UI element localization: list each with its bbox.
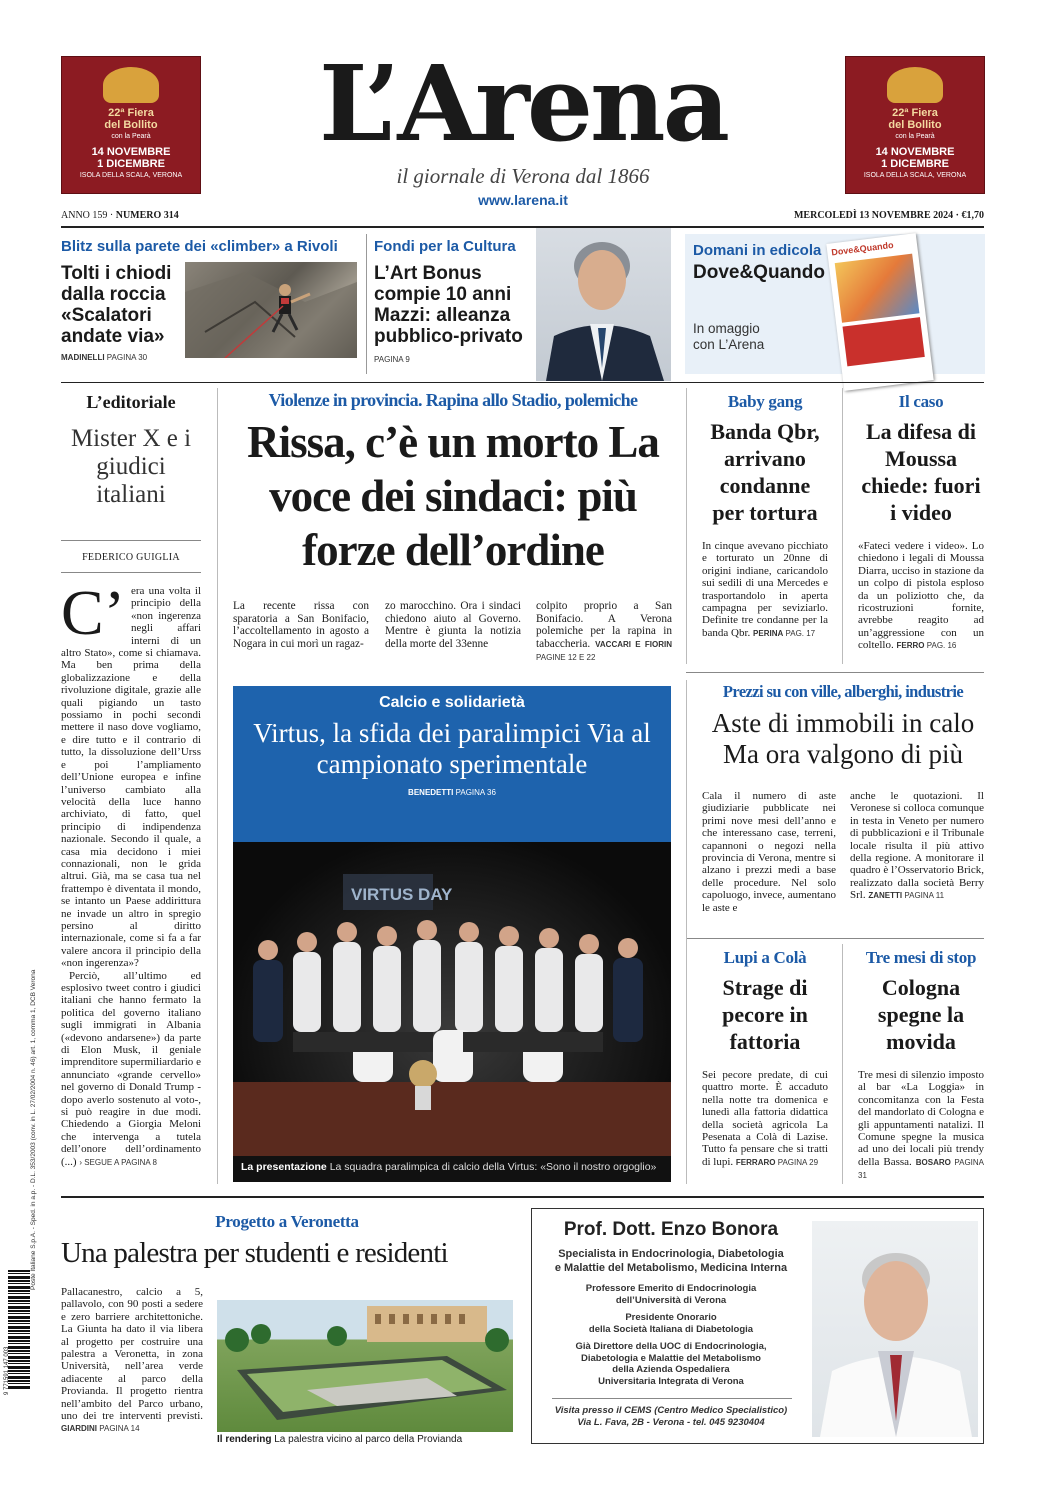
lead-col2: zo marocchino. Ora i sindaci chiedono aiuto al Governo. Mentre è giunta la notizia della morte del 33enne <box>385 600 521 650</box>
editorial-title: Mister X e i giudici italiani <box>70 425 192 508</box>
ad-place: ISOLA DELLA SCALA, VERONA <box>79 172 183 179</box>
ad-place: ISOLA DELLA SCALA, VERONA <box>863 172 967 179</box>
headline: Rissa, c’è un morto La voce dei sindaci: più forze dell’ordine <box>247 417 659 575</box>
ad-dates-line1: 14 NOVEMBRE <box>875 146 955 158</box>
postal-sideline: Poste Italiane S.p.A. - Sped. in a.p. - D.L. 353/2003 (conv. in L. 27/02/2004 n. 46) art. 1, comma 1, DCB Verona <box>30 969 37 1290</box>
palestra-text: Pallacanestro, calcio a 5, pallavolo, con 90 posti a sedere e zero barriere architettoniche. La Giunta ha dato il via libera al progetto per costruire una palestra a Veronetta, in zona Università, nell’area verde adiacente al parco della Provianda. Il progetto rientra nell’ambito del Parco urbano, uno dei tre interventi previsti. GIARDINI PAGINA 14 <box>61 1286 203 1434</box>
headline: Banda Qbr, arrivano condanne per tortura <box>710 419 820 525</box>
editorial-text: era una volta il principio della «non ingerenza negli affari interni di un altro Stato», come si chiamava. Ma ben prima della globalizzazione e della rivoluzione digitale, grazie alle quali pigiando un tasto possiamo in pochi secondi mettere il naso dove vogliamo, e dire tutto e il contrario di tutto, la dissoluzione dell’Urss e poi l’ampliamento dell’Unione europea e infine l’universo cambiato alla velocità della luce hanno archiviato, di fatto, quel principio di indipendenza nazionale. Secondo il quale, a casa mia decidono i miei connazionali, non le grida altrui. Già, ma se casa tua nel frattempo è diventata il mondo, se intanto un Paese addirittura ne invade un altro in spregio persino al diritto internazionale, come si fa a far valere ancora il principio della «non ingerenza»? <box>61 585 201 970</box>
author: VACCARI E FIORIN <box>595 639 672 649</box>
text: Tre mesi di silenzio imposto al bar «La Loggia» in concomitanza con la Festa del mandorlato di Cologna e gli appuntamenti natalizi. Il Comune spegne la musica ad uno dei locali più trendy della Bassa. BOSARO PAGINA 31 <box>858 1069 984 1181</box>
headline: La difesa di Moussa chiede: fuori i video <box>861 419 981 525</box>
promo-title: Dove&Quando <box>693 262 825 283</box>
page-ref: PAGINA 30 <box>106 353 148 362</box>
dropcap: C’ <box>61 577 125 648</box>
kicker: Prezzi su con ville, alberghi, industrie <box>722 682 964 701</box>
numero: NUMERO 314 <box>115 210 179 221</box>
promo-dove-quando[interactable] <box>685 234 985 374</box>
kicker: Baby gang <box>727 392 803 411</box>
credit: BENEDETTI PAGINA 36 <box>408 788 496 797</box>
barcode-number: 9 771591 147 003 <box>4 1346 10 1395</box>
story-cologna[interactable] <box>858 948 984 1183</box>
page-ref: PAGINA 9 <box>374 355 410 364</box>
mazzi-portrait <box>536 228 671 381</box>
continue-ref[interactable]: › SEGUE A PAGINA 8 <box>79 1157 157 1167</box>
headline: Strage di pecore in fattoria <box>722 975 808 1054</box>
ad-dates-line2: 1 DICEMBRE <box>881 158 949 170</box>
page-ref: PAGINE 12 E 22 <box>536 653 596 663</box>
story-immobili[interactable] <box>702 682 984 770</box>
promo-text <box>693 321 764 353</box>
editorial-body <box>61 577 201 1169</box>
doctor-name: Prof. Dott. Enzo Bonora <box>563 1219 779 1240</box>
immobili-col1: Cala il numero di aste giudiziarie pubblicate nei primi nove mesi dell’anno e che interessano case, terreni, capannoni o negozi nella provincia di Verona, mentre si alzano i prezzi medi a base delle procedure. Nel solo capoluogo, invece, aumentano le aste e <box>702 790 836 914</box>
doctor-portrait <box>812 1221 978 1437</box>
lead-col1: La recente rissa con sparatoria a San Bonifacio, l’accoltellamento in agosto a Nogara in cui morì un ragaz- <box>233 600 369 650</box>
ad-title-line1: del Bollito <box>888 119 942 131</box>
promo-text-line2: con L’Arena <box>693 337 765 352</box>
ad-doctor[interactable] <box>531 1208 984 1444</box>
kicker: Blitz sulla parete dei «climber» a Rivoli <box>61 238 338 255</box>
website-link[interactable]: www.larena.it <box>478 192 568 208</box>
kicker: Il caso <box>898 392 944 411</box>
kicker: Lupi a Colà <box>723 948 807 967</box>
palestra-caption: Il rendering La palestra vicino al parco della Provianda <box>217 1434 463 1445</box>
story-babygang[interactable] <box>702 392 828 640</box>
virtus-caption: La presentazione La squadra paralimpica di calcio della Virtus: «Sono il nostro orgoglio» <box>233 1156 671 1182</box>
tagline: il giornale di Verona dal 1866 <box>396 164 650 188</box>
kicker: Progetto a Veronetta <box>215 1212 359 1231</box>
newspaper-logo[interactable]: L’Arena <box>318 42 728 165</box>
anno: ANNO 159 <box>61 210 108 221</box>
kicker: Calcio e solidarietà <box>379 694 525 711</box>
immobili-col2: anche le quotazioni. Il Veronese si colloca comunque in testa in Veneto per numero di pubblicazioni e il Tribunale locale risulta il più attivo della regione. A monitorare il quadro è l’Osservatorio Brick, realizzato dalla società Berry Srl. ZANETTI PAGINA 11 <box>850 790 984 902</box>
doctor-specialties: Specialista in Endocrinologia, Diabetologia e Malattie del Metabolismo, Medicina Interna <box>554 1248 788 1274</box>
headline: Una palestra per studenti e residenti <box>61 1237 448 1269</box>
text: «Fateci vedere i video». Lo chiedono i legali di Moussa Diarra, ucciso in stazione da un colpo di pistola esploso da un poliziotto che, da ricostruzioni fornite, avrebbe reagito ad un’aggressione con un coltello. FERRO PAG. 16 <box>858 540 984 652</box>
ad-edition: 22ª Fiera <box>108 107 154 119</box>
kicker: Violenze in provincia. Rapina allo Stadio, polemiche <box>268 390 638 410</box>
cover-title: Dove&Quando <box>830 239 895 258</box>
magazine-cover <box>826 233 933 391</box>
kicker: Domani in edicola <box>693 242 822 259</box>
issue-info: ANNO 159 · NUMERO 314 <box>61 210 179 221</box>
teaser-culture[interactable] <box>374 238 534 364</box>
headline: L’Art Bonus compie 10 anni Mazzi: alleanza pubblico-privato <box>374 263 523 347</box>
promo-text-line1: In omaggio <box>693 321 760 336</box>
editorial[interactable] <box>61 392 201 509</box>
text: In cinque avevano picchiato e torturato un 20nne di origini indiane, caricandolo sui sedili di una Mercedes e trasportandolo in aperta campagna per seviziarlo. Definite tre condanne per la banda Qbr. PERINA PAG. 17 <box>702 540 828 639</box>
story-pecore[interactable] <box>702 948 828 1169</box>
ad-title-line2: con la Pearà <box>111 133 151 140</box>
barcode <box>8 1270 30 1390</box>
editorial-author: FEDERICO GUIGLIA <box>82 552 180 563</box>
headline: Virtus, la sfida dei paralimpici Via al campionato sperimentale <box>253 718 651 779</box>
headline: Aste di immobili in calo Ma ora valgono di più <box>711 708 975 769</box>
lead-col3: colpito proprio a San Bonifacio. A Verona polemiche per la rapina in tabaccheria. VACCARI E FIORIN PAGINE 12 E 22 <box>536 600 672 663</box>
doctor-visit: Visita presso il CEMS (Centro Medico Specialistico) Via L. Fava, 2B - Verona - tel. 045 9230404 <box>554 1405 788 1428</box>
kicker: Fondi per la Cultura <box>374 238 516 255</box>
ad-title-line1: del Bollito <box>104 119 158 131</box>
lead-story[interactable] <box>233 390 673 577</box>
author: MADINELLI <box>61 353 105 362</box>
kicker: Tre mesi di stop <box>865 948 977 967</box>
text: Sei pecore predate, di cui quattro morte. È accaduto nella notte tra domenica e lunedì alla fattoria didattica della società agricola La Pesenata a Colà di Lazise. Tutto fa pensare che si tratti di lupi. FERRARO PAGINA 29 <box>702 1069 828 1168</box>
date-price: MERCOLEDÌ 13 NOVEMBRE 2024 · €1,70 <box>793 210 984 221</box>
climber-photo <box>185 262 357 358</box>
editorial-text-2: Perciò, all’ultimo ed esplosivo tweet contro i giudici italiani che hanno fermato la politica del governo italiano sugli immigrati in Albania («devono andarsene») da parte di Elon Musk, il geniale imprenditore supermiliardario e annunciato «grande cervello» nel governo di Donald Trump -dopo averlo sostenuto al voto-, si può reagire in due modi. Chiedendo a Giorgia Meloni che intervenga a tutela dell’onore dell’ordinamento (...) › SEGUE A PAGINA 8 <box>61 969 201 1168</box>
headline: Cologna spegne la movida <box>877 975 965 1054</box>
stage-banner: VIRTUS DAY <box>351 885 453 904</box>
story-palestra[interactable] <box>61 1212 513 1270</box>
doctor-roles: Professore Emerito di Endocrinologia dell’Università di Verona Presidente Onorario della Società Italiana di Diabetologia Già Direttore della UOC di Endocrinologia, Diabetologia e Malattie del Metabolismo della Azienda Ospedaliera Universitaria Integrata di Verona <box>575 1283 767 1387</box>
headline: Tolti i chiodi dalla roccia «Scalatori andate via» <box>61 263 172 347</box>
story-caso[interactable] <box>858 392 984 653</box>
palestra-rendering <box>217 1300 513 1432</box>
virtus-team-photo <box>233 842 671 1156</box>
ad-edition: 22ª Fiera <box>892 107 938 119</box>
ad-title-line2: con la Pearà <box>895 133 935 140</box>
ad-dates-line2: 1 DICEMBRE <box>97 158 165 170</box>
editorial-section: L’editoriale <box>86 392 176 412</box>
ad-dates-line1: 14 NOVEMBRE <box>91 146 171 158</box>
